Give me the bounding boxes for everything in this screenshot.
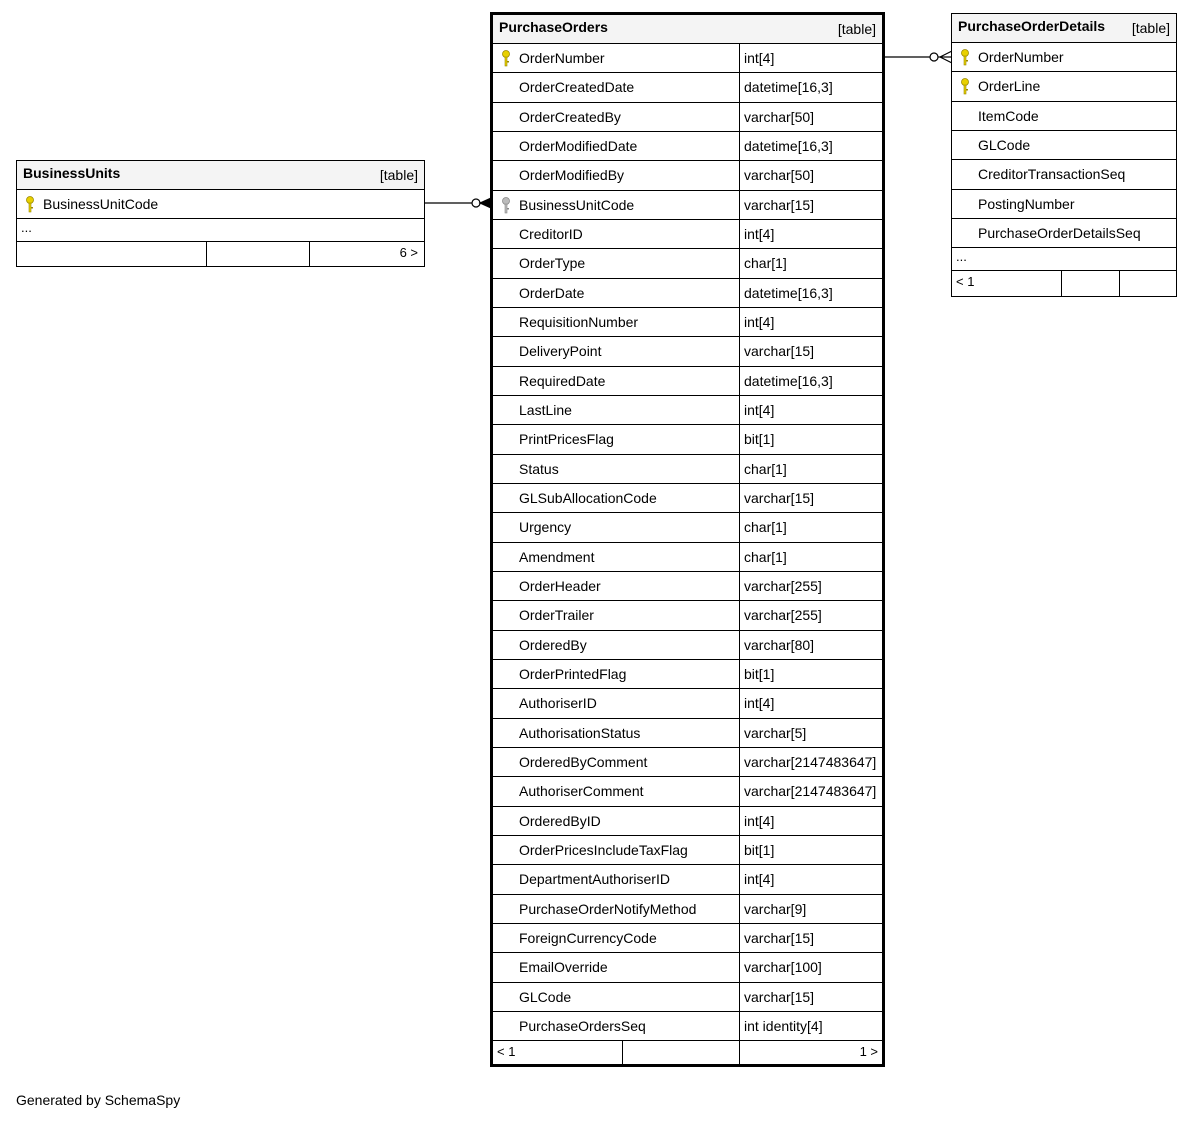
column-type: datetime[16,3] <box>739 367 882 395</box>
column-name: OrderPricesIncludeTaxFlag <box>519 841 688 858</box>
table-header <box>17 161 424 190</box>
column-type: int[4] <box>739 865 882 893</box>
column-type: varchar[15] <box>739 484 882 512</box>
column-name: Status <box>519 460 559 477</box>
table-kind: [table] <box>1131 20 1170 36</box>
column-type: char[1] <box>739 543 882 571</box>
table-name: BusinessUnits <box>23 165 121 181</box>
column-row <box>493 396 882 425</box>
column-name: ItemCode <box>978 107 1039 124</box>
column-row <box>493 660 882 689</box>
footer-parents <box>17 242 206 267</box>
column-row <box>493 513 882 542</box>
column-type: int[4] <box>739 689 882 717</box>
column-type: bit[1] <box>739 836 882 864</box>
column-row <box>493 44 882 73</box>
relationship-purchaseorders-purchaseorderdetails <box>885 51 952 63</box>
column-name: EmailOverride <box>519 959 608 976</box>
column-row <box>493 572 882 601</box>
column-row <box>493 953 882 982</box>
column-name: GLCode <box>519 988 572 1005</box>
column-type: int[4] <box>739 220 882 248</box>
column-row <box>493 279 882 308</box>
column-row <box>952 72 1176 101</box>
column-name: OrderCreatedBy <box>519 108 621 125</box>
footer-parents: < 1 <box>956 274 975 290</box>
column-row <box>493 367 882 396</box>
column-type: int identity[4] <box>739 1012 882 1040</box>
column-row <box>493 249 882 278</box>
column-name: OrderNumber <box>978 49 1064 65</box>
column-type: varchar[2147483647] <box>739 748 882 776</box>
column-name: Amendment <box>519 548 595 565</box>
column-name: PurchaseOrderNotifyMethod <box>519 900 697 917</box>
column-type: varchar[15] <box>739 983 882 1011</box>
column-row <box>493 601 882 630</box>
column-row <box>493 484 882 513</box>
column-type: datetime[16,3] <box>739 279 882 307</box>
column-type: varchar[80] <box>739 631 882 659</box>
column-name: AuthoriserID <box>519 695 597 712</box>
column-row <box>493 631 882 660</box>
footer-children: 6 > <box>309 242 424 267</box>
primary-key-icon <box>960 78 970 95</box>
column-row <box>952 131 1176 160</box>
foreign-key-icon <box>501 197 511 214</box>
column-name: OrderedBy <box>519 636 587 653</box>
column-name: OrderNumber <box>519 50 605 66</box>
column-name: OrderDate <box>519 284 585 301</box>
column-type: int[4] <box>739 807 882 835</box>
column-name: ForeignCurrencyCode <box>519 929 657 946</box>
column-type: datetime[16,3] <box>739 132 882 160</box>
column-name: RequiredDate <box>519 372 606 389</box>
generator-credit: Generated by SchemaSpy <box>16 1092 181 1108</box>
column-row <box>493 220 882 249</box>
column-row <box>493 719 882 748</box>
column-row <box>17 190 424 219</box>
column-name: DepartmentAuthoriserID <box>519 871 670 888</box>
column-row <box>493 73 882 102</box>
table-kind: [table] <box>379 167 418 183</box>
column-type: varchar[9] <box>739 895 882 923</box>
footer-children <box>1119 271 1176 296</box>
footer-parents: < 1 <box>497 1044 516 1060</box>
table-footer <box>952 271 1176 296</box>
column-row <box>493 337 882 366</box>
column-row <box>493 748 882 777</box>
column-row <box>493 425 882 454</box>
column-name: RequisitionNumber <box>519 313 639 330</box>
column-type: int[4] <box>739 396 882 424</box>
column-name: OrderPrintedFlag <box>519 665 627 682</box>
column-row <box>493 807 882 836</box>
table-name: PurchaseOrders <box>499 19 608 35</box>
column-type: datetime[16,3] <box>739 73 882 101</box>
column-name: OrderType <box>519 255 586 272</box>
column-type: bit[1] <box>739 425 882 453</box>
column-name: CreditorTransactionSeq <box>978 166 1126 183</box>
column-name: AuthorisationStatus <box>519 724 641 741</box>
column-name: CreditorID <box>519 225 583 242</box>
column-type: varchar[5] <box>739 719 882 747</box>
primary-key-icon <box>501 50 511 67</box>
column-name: PurchaseOrderDetailsSeq <box>978 224 1141 241</box>
column-row <box>493 924 882 953</box>
column-name: GLSubAllocationCode <box>519 489 657 506</box>
footer-rows <box>206 242 309 267</box>
column-name: BusinessUnitCode <box>43 196 159 212</box>
column-row <box>493 308 882 337</box>
footer-rows <box>622 1041 739 1066</box>
footer-children: 1 > <box>739 1041 882 1066</box>
column-name: OrderHeader <box>519 577 601 594</box>
table-footer <box>17 242 424 267</box>
column-row <box>952 190 1176 219</box>
column-row <box>493 132 882 161</box>
column-list <box>952 43 1176 248</box>
column-name: OrderCreatedDate <box>519 79 635 96</box>
column-type: varchar[2147483647] <box>739 777 882 805</box>
column-name: PrintPricesFlag <box>519 431 614 448</box>
column-row <box>493 161 882 190</box>
column-row <box>493 1012 882 1041</box>
column-name: PostingNumber <box>978 195 1075 212</box>
table-kind: [table] <box>837 21 876 37</box>
column-row <box>493 103 882 132</box>
column-row <box>493 865 882 894</box>
column-name: PurchaseOrdersSeq <box>519 1017 646 1034</box>
column-type: varchar[100] <box>739 953 882 981</box>
column-type: char[1] <box>739 249 882 277</box>
column-name: GLCode <box>978 136 1031 153</box>
table-business-units[interactable] <box>16 160 425 267</box>
column-name: OrderModifiedDate <box>519 137 638 154</box>
column-type: varchar[15] <box>739 191 882 219</box>
primary-key-icon <box>960 49 970 66</box>
column-name: DeliveryPoint <box>519 343 602 360</box>
table-footer <box>493 1041 882 1066</box>
column-type: varchar[50] <box>739 161 882 189</box>
column-list <box>493 44 882 1041</box>
column-type: varchar[15] <box>739 924 882 952</box>
column-type: varchar[255] <box>739 572 882 600</box>
column-name: OrderedByID <box>519 812 601 829</box>
column-row <box>952 102 1176 131</box>
column-name: LastLine <box>519 401 572 418</box>
column-row <box>952 43 1176 72</box>
column-row <box>952 219 1176 248</box>
table-purchase-order-details[interactable] <box>951 13 1177 297</box>
column-type: char[1] <box>739 513 882 541</box>
column-row <box>493 543 882 572</box>
column-type: varchar[50] <box>739 103 882 131</box>
column-row <box>493 777 882 806</box>
column-name: AuthoriserComment <box>519 783 644 800</box>
column-name: OrderLine <box>978 78 1041 95</box>
table-header <box>952 14 1176 43</box>
column-row <box>493 191 882 220</box>
column-name: OrderTrailer <box>519 607 594 624</box>
column-type: varchar[15] <box>739 337 882 365</box>
column-name: OrderedByComment <box>519 753 648 770</box>
column-type: int[4] <box>739 44 882 72</box>
column-name: OrderModifiedBy <box>519 167 625 184</box>
primary-key-icon <box>25 196 35 213</box>
column-type: int[4] <box>739 308 882 336</box>
column-row <box>952 160 1176 189</box>
more-columns-ellipsis: ... <box>17 219 424 242</box>
column-row <box>493 836 882 865</box>
column-name: BusinessUnitCode <box>519 196 635 213</box>
column-row <box>493 689 882 718</box>
column-row <box>493 895 882 924</box>
relationship-businessunits-purchaseorders <box>425 198 491 208</box>
more-columns-ellipsis: ... <box>952 248 1176 271</box>
column-name: Urgency <box>519 519 572 536</box>
table-purchase-orders[interactable] <box>490 12 885 1067</box>
column-row <box>493 983 882 1012</box>
column-type: bit[1] <box>739 660 882 688</box>
column-type: char[1] <box>739 455 882 483</box>
table-header <box>493 15 882 44</box>
table-name: PurchaseOrderDetails <box>958 18 1106 34</box>
column-row <box>493 455 882 484</box>
footer-rows <box>1061 271 1119 296</box>
column-type: varchar[255] <box>739 601 882 629</box>
